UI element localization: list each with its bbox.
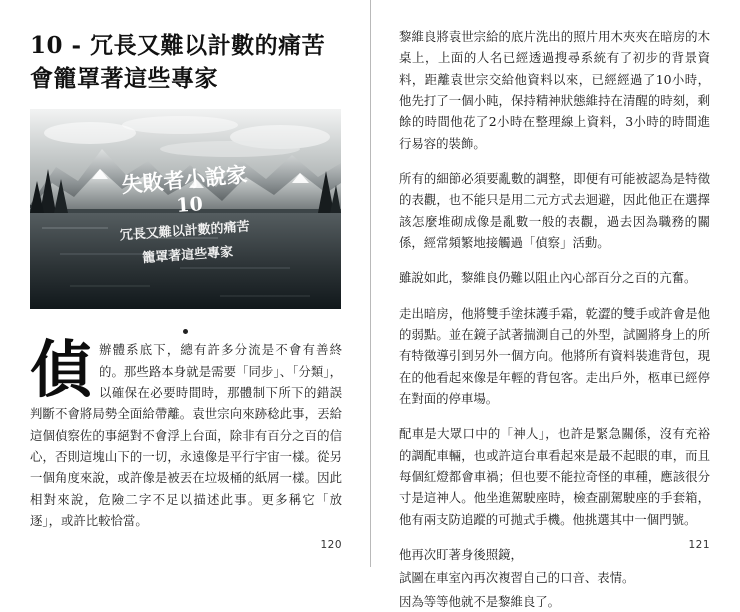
illustration-title-line-3: 冗長又難以計數的痛苦 xyxy=(119,219,251,244)
paragraph: 黎維良將袁世宗給的底片洗出的照片用木夾夾在暗房的木桌上，上面的人名已經透過搜尋系統有了初步的背景資料，距離袁世宗交給他資料以來，已經經過了10小時，他先打了一個小盹，保持精神狀態維持在清醒的時刻，剩餘的時間他花了2小時在整理線上資料，3小時的時間進行易容的裝飾。 xyxy=(399,29,710,151)
right-page xyxy=(370,0,740,609)
paragraph: 雖說如此，黎維良仍難以阻止內心部百分之百的亢奮。 xyxy=(399,270,697,286)
paragraph: 所有的細節必須要亂數的調整，即便有可能被認為是特徵的表觀，也不能只是用二元方式去迴避，因此他正在選擇該怎麼堆砌成像是亂數一般的表觀，過去因為職務的關係，經常頻繁地接觸過「偵察」活動。 xyxy=(399,170,710,250)
closing-line: 他再次盯著身後照鏡， xyxy=(399,546,523,562)
closing-line: 因為等等他就不是黎維良了。 xyxy=(399,593,561,609)
chapter-title: 10 - 冗長又難以計數的痛苦會籠罩著這些專家 xyxy=(30,32,326,92)
left-body-text xyxy=(30,333,342,531)
cover-illustration xyxy=(30,109,341,309)
illustration-title-number: 10 xyxy=(175,193,204,218)
left-page xyxy=(0,0,370,567)
separator-dot xyxy=(183,329,188,334)
page-number-left: 120 xyxy=(320,539,342,551)
paragraph: 走出暗房，他將雙手塗抹護手霜，乾澀的雙手或許會是他的弱點。並在鏡子試著揣測自己的外型，試圖將身上的所有特徵導引到另外一個方向。他將所有資料裝進背包，現在的他看起來像是年輕的背包客。走出戶外，柩車已經停在對面的停車場。 xyxy=(399,305,710,406)
first-paragraph xyxy=(30,333,342,531)
illustration-title-line-1: 失敗者小說家 xyxy=(120,161,249,198)
first-paragraph-text: 辦體系底下，總有許多分流是不會有善終的。那些路本身就是需要「同步」、「分類」，以確保在必要時間時，那體制下所下的錯誤判斷不會將局勢全面給帶離。袁世宗向來跡稔此事，丟給這個偵察佐的事絕對不會浮上台面，除非有百分之百的信心，否則這塊山下的一切，永遠像是平行宇宙一樣。從另一個角度來說，或許像是被丟在垃圾桶的紙屑一樣。因此相對來說，危險二字不足以描述此事。更多稱它「放逐」，或許比較恰當。 xyxy=(30,342,342,528)
paragraph: 配車是大眾口中的「神人」，也許是緊急關係，沒有充裕的調配車輛，也或許這台車看起來是最不起眼的車，而且每個紅燈都會車禍；但也要不能拉奇怪的車種，應該很分寸是這神人。他坐進駕駛座時，檢查副駕駛座的手套箱，他有兩支防追蹤的可拋式手機。他挑選其中一個門號。 xyxy=(399,426,710,527)
illustration-artwork xyxy=(30,109,341,309)
closing-line: 試圖在車室內再次複習自己的口音、表情。 xyxy=(399,570,635,586)
illustration-separator xyxy=(30,319,341,329)
closing-lines xyxy=(399,544,710,612)
right-body-text xyxy=(399,26,710,612)
page-number-right: 121 xyxy=(688,539,710,551)
illustration-title-line-4: 籠罩著這些專家 xyxy=(141,245,234,267)
drop-cap: 偵 xyxy=(30,333,93,407)
